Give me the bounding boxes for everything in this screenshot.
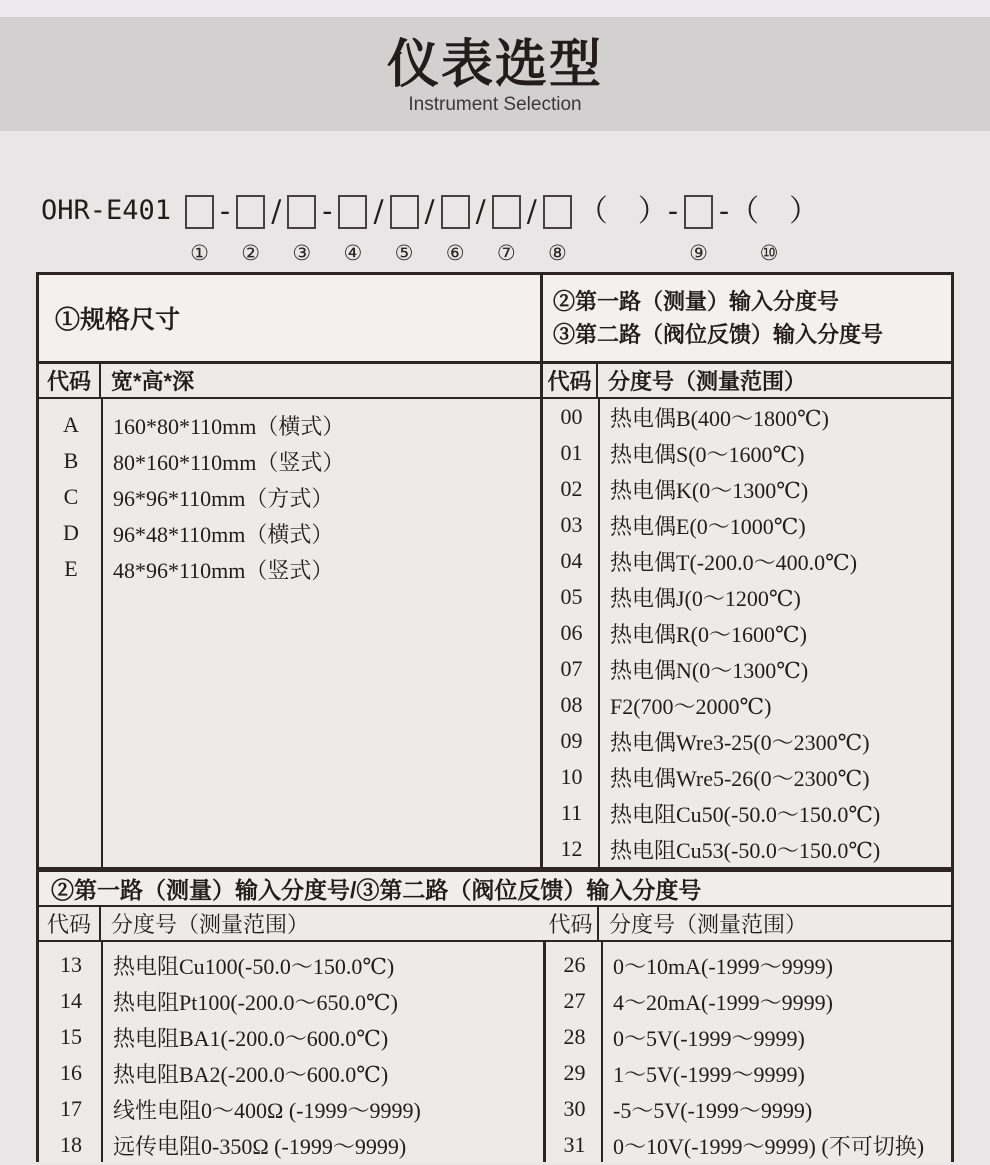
table-row <box>39 551 540 587</box>
option-code-box <box>441 195 470 229</box>
separator-text: / <box>526 194 537 229</box>
title-band <box>0 17 990 131</box>
table-row <box>39 983 543 1019</box>
separator-text: / <box>373 194 384 229</box>
desc-cell: 热电阻Cu100(-50.0～150.0℃) <box>113 953 395 979</box>
option-code-box <box>543 195 572 229</box>
model-segment <box>425 191 435 265</box>
model-prefix: OHR-E401 <box>41 194 172 226</box>
code-cell: 26 <box>563 952 586 977</box>
model-prefix-segment <box>41 191 179 265</box>
model-segment <box>338 191 367 265</box>
segment-number-marker: ⑤ <box>394 241 414 265</box>
model-segment <box>578 191 678 265</box>
option-code-box <box>185 195 214 229</box>
segment-number-marker: ② <box>241 241 261 265</box>
code-cell: 10 <box>560 764 583 789</box>
desc-cell: 热电偶J(0～1200℃) <box>610 585 801 611</box>
desc-cell: 热电阻BA1(-200.0～600.0℃) <box>113 1025 389 1051</box>
model-segment <box>287 191 316 265</box>
desc-cell: 热电偶R(0～1600℃) <box>610 621 807 647</box>
table-row <box>543 543 951 579</box>
spec-size-header: ①规格尺寸 <box>39 275 540 364</box>
table-row <box>543 687 951 723</box>
desc-cell: 48*96*110mm（竖式） <box>113 557 334 583</box>
code-cell: 01 <box>560 440 583 465</box>
desc-cell: 热电阻BA2(-200.0～600.0℃) <box>113 1061 389 1087</box>
header-line-1: ②第一路（测量）输入分度号 <box>553 289 840 314</box>
lower-left-rows <box>39 942 543 1162</box>
model-segment <box>390 191 419 265</box>
code-cell: 28 <box>563 1024 586 1049</box>
code-cell: D <box>63 520 79 545</box>
table-row <box>543 795 951 831</box>
spec-column-headers <box>39 364 540 399</box>
option-code-box <box>684 195 713 229</box>
desc-cell: 1～5V(-1999～9999) <box>613 1061 805 1087</box>
code-cell: 07 <box>560 656 583 681</box>
code-cell: E <box>64 556 78 581</box>
code-cell: A <box>63 412 79 437</box>
code-column-header: 代码 <box>543 364 598 397</box>
desc-cell: 0～5V(-1999～9999) <box>613 1025 805 1051</box>
model-segment <box>220 191 230 265</box>
range-column-header: 分度号（测量范围） <box>608 369 807 394</box>
input-graduation-half <box>543 275 951 867</box>
table-row <box>39 1127 543 1163</box>
table-row <box>546 1019 951 1055</box>
model-segment <box>373 191 383 265</box>
desc-cell: 热电偶K(0～1300℃) <box>610 477 809 503</box>
lower-section-title: ②第一路（测量）输入分度号/③第二路（阀位反馈）输入分度号 <box>39 869 951 907</box>
segment-number-marker: ⑨ <box>689 241 708 265</box>
desc-cell: 热电阻Pt100(-200.0～650.0℃) <box>113 989 398 1015</box>
separator-text: （ ）- <box>577 194 679 229</box>
model-segment <box>684 191 713 265</box>
code-cell: 00 <box>560 404 583 429</box>
segment-number-marker: ④ <box>343 241 363 265</box>
spec-size-half <box>39 275 543 867</box>
table-row <box>39 1019 543 1055</box>
table-row <box>39 479 540 515</box>
table-row <box>543 471 951 507</box>
option-code-box <box>236 195 265 229</box>
graduation-rows <box>543 399 951 867</box>
code-cell: 09 <box>560 728 583 753</box>
page-subtitle: Instrument Selection <box>408 93 582 115</box>
code-cell: 18 <box>60 1132 82 1157</box>
desc-cell: 远传电阻0-350Ω (-1999～9999) <box>113 1133 407 1159</box>
table-row <box>543 399 951 435</box>
desc-cell: 0～10V(-1999～9999) (不可切换) <box>613 1133 925 1159</box>
segment-number-marker: ⑦ <box>496 241 516 265</box>
table-row <box>543 831 951 867</box>
code-cell: 15 <box>60 1024 82 1049</box>
table-row <box>39 1055 543 1091</box>
code-cell: 29 <box>563 1060 586 1085</box>
code-cell: 04 <box>560 548 583 573</box>
table-row <box>546 1091 951 1127</box>
option-code-box <box>287 195 316 229</box>
model-segment <box>543 191 572 265</box>
desc-cell: 热电偶N(0～1300℃) <box>610 657 809 683</box>
code-cell: 08 <box>560 692 583 717</box>
separator-text: -（ ） <box>719 194 820 229</box>
segment-number-marker: ⑧ <box>547 241 567 265</box>
separator-text: - <box>322 194 333 229</box>
model-segment <box>271 191 281 265</box>
code-cell: 16 <box>60 1060 82 1085</box>
desc-cell: 热电偶B(400～1800℃) <box>610 405 829 431</box>
table-row <box>39 443 540 479</box>
code-cell: 14 <box>60 988 82 1013</box>
separator-text: / <box>424 194 435 229</box>
table-row <box>543 579 951 615</box>
code-cell: 30 <box>563 1096 586 1121</box>
table-row <box>543 435 951 471</box>
range-column-header: 分度号（测量范围） <box>111 912 310 937</box>
code-cell: 13 <box>60 952 82 977</box>
graduation-column-headers <box>543 364 951 399</box>
table-row <box>546 1055 951 1091</box>
spec-rows <box>39 399 540 867</box>
desc-cell: 热电偶E(0～1000℃) <box>610 513 806 539</box>
code-cell: 02 <box>560 476 583 501</box>
table-row <box>543 651 951 687</box>
desc-cell: 线性电阻0～400Ω (-1999～9999) <box>113 1097 421 1123</box>
lower-section-rows <box>39 942 951 1162</box>
table-row <box>39 1091 543 1127</box>
table-row <box>546 983 951 1019</box>
code-cell: C <box>63 484 79 509</box>
table-row <box>39 407 540 443</box>
size-column-header: 宽*高*深 <box>111 369 195 394</box>
code-cell: 11 <box>560 800 583 825</box>
model-segment <box>719 191 819 265</box>
desc-cell: 4～20mA(-1999～9999) <box>613 989 833 1015</box>
segment-number-marker: ③ <box>292 241 312 265</box>
input-graduation-header <box>543 275 951 364</box>
table-row <box>546 1127 951 1163</box>
separator-text: / <box>475 194 486 229</box>
model-segment <box>492 191 521 265</box>
option-code-box <box>338 195 367 229</box>
desc-cell: 96*96*110mm（方式） <box>113 485 334 511</box>
upper-section <box>39 275 951 869</box>
table-row <box>546 947 951 983</box>
code-cell: 06 <box>560 620 583 645</box>
option-code-box <box>492 195 521 229</box>
desc-cell: 热电阻Cu50(-50.0～150.0℃) <box>610 801 881 827</box>
option-code-box <box>390 195 419 229</box>
desc-cell: -5～5V(-1999～9999) <box>613 1097 813 1123</box>
desc-cell: F2(700～2000℃) <box>610 693 772 719</box>
desc-cell: 热电阻Cu53(-50.0～150.0℃) <box>610 837 881 863</box>
segment-number-marker: ⑥ <box>445 241 465 265</box>
table-row <box>543 615 951 651</box>
code-column-header: 代码 <box>39 364 101 397</box>
header-line-2: ③第二路（阀位反馈）输入分度号 <box>553 322 884 347</box>
code-cell: 27 <box>563 988 586 1013</box>
model-segment <box>322 191 332 265</box>
model-segment <box>441 191 470 265</box>
code-cell: B <box>63 448 79 473</box>
table-row <box>543 507 951 543</box>
code-cell: 31 <box>563 1132 586 1157</box>
code-cell: 17 <box>60 1096 82 1121</box>
instrument-selection-table <box>36 272 954 1162</box>
desc-cell: 热电偶T(-200.0～400.0℃) <box>610 549 858 575</box>
desc-cell: 96*48*110mm（横式） <box>113 521 334 547</box>
range-column-header: 分度号（测量范围） <box>609 912 808 937</box>
desc-cell: 热电偶Wre3-25(0～2300℃) <box>610 729 870 755</box>
segment-number-marker: ⑩ <box>759 241 779 265</box>
code-cell: 03 <box>560 512 583 537</box>
table-row <box>543 759 951 795</box>
desc-cell: 0～10mA(-1999～9999) <box>613 953 833 979</box>
table-row <box>543 723 951 759</box>
desc-cell: 80*160*110mm（竖式） <box>113 449 345 475</box>
model-segment <box>236 191 265 265</box>
code-cell: 05 <box>560 584 583 609</box>
code-column-header: 代码 <box>544 907 599 940</box>
desc-cell: 热电偶Wre5-26(0～2300℃) <box>610 765 870 791</box>
code-column-header: 代码 <box>39 907 101 940</box>
model-segment <box>185 191 214 265</box>
table-row <box>39 947 543 983</box>
desc-cell: 热电偶S(0～1600℃) <box>610 441 805 467</box>
model-segment <box>527 191 537 265</box>
page-title: 仪表选型 <box>386 36 603 95</box>
model-segment <box>476 191 486 265</box>
top-margin-strip <box>0 0 990 17</box>
lower-column-headers <box>39 907 951 942</box>
segment-number-marker: ① <box>190 241 209 265</box>
table-row <box>39 515 540 551</box>
desc-cell: 160*80*110mm（横式） <box>113 413 345 439</box>
model-code-line <box>38 191 990 265</box>
code-cell: 12 <box>560 836 583 861</box>
separator-text: / <box>271 194 282 229</box>
lower-right-rows <box>546 942 951 1162</box>
separator-text: - <box>220 194 231 229</box>
